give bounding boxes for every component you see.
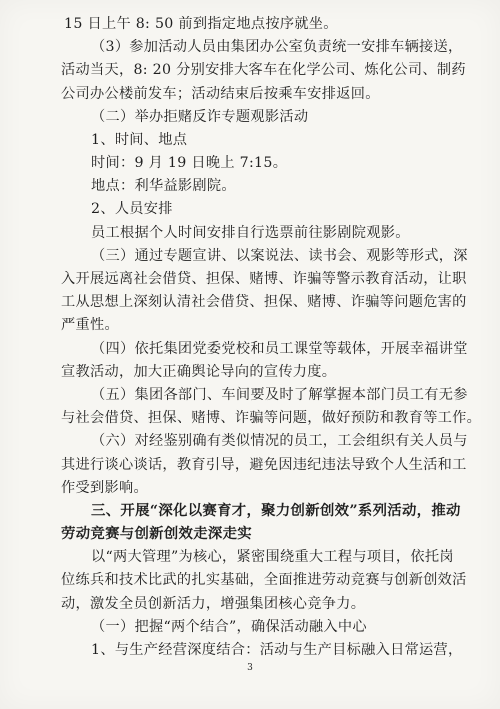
text-line: 活动当天，8: 20 分别安排大客车在化学公司、炼化公司、制药 bbox=[61, 62, 466, 78]
text-line: 其进行谈心谈话，教育引导，避免因违纪违法导致个人生活和工 bbox=[61, 457, 467, 473]
section-heading: 三、开展“深化以赛育才，聚力创新创效”系列活动，推动 bbox=[91, 502, 461, 519]
text-line: 员工根据个人时间安排自行选票前往影剧院观影。 bbox=[91, 225, 410, 241]
section-heading: （二）举办拒赌反诈专题观影活动 bbox=[91, 109, 309, 125]
text-line: 1、与生产经营深度结合：活动与生产目标融入日常运营， bbox=[91, 642, 463, 658]
text-line: 作受到影响。 bbox=[61, 480, 148, 496]
section-heading: （一）把握“两个结合”，确保活动融入中心 bbox=[91, 619, 367, 635]
text-line: 时间：9 月 19 日晚上 7:15。 bbox=[91, 155, 288, 171]
text-line: 工从思想上深刻认清社会借贷、担保、赌博、诈骗等问题危害的 bbox=[61, 294, 467, 310]
text-line: 地点：利华益影剧院。 bbox=[91, 178, 236, 194]
text-line: 1、时间、地点 bbox=[91, 132, 188, 148]
text-line: （三）通过专题宣讲、以案说法、读书会、观影等形式，深 bbox=[91, 248, 468, 264]
text-line: （四）依托集团党委党校和员工课堂等载体，开展幸福讲堂 bbox=[91, 341, 468, 357]
text-line: 动，激发全员创新活力，增强集团核心竞争力。 bbox=[61, 596, 366, 612]
text-line: 严重性。 bbox=[61, 317, 119, 333]
page-number: 3 bbox=[247, 663, 253, 673]
text-line: 入开展远离社会借贷、担保、赌博、诈骗等警示教育活动，让职 bbox=[61, 271, 467, 287]
text-line: 公司办公楼前发车；活动结束后按乘车安排返回。 bbox=[61, 86, 380, 102]
text-line: 位练兵和技术比武的扎实基础，全面推进劳动竞赛与创新创效活 bbox=[61, 572, 467, 588]
text-line: 以“两大管理”为核心，紧密围绕重大工程与项目，依托岗 bbox=[91, 549, 454, 565]
text-line: 15 日上午 8: 50 前到指定地点按序就坐。 bbox=[64, 16, 338, 32]
text-line: 2、人员安排 bbox=[91, 201, 173, 217]
text-line: （五）集团各部门、车间要及时了解掌握本部门员工有无参 bbox=[91, 387, 468, 403]
text-line: 劳动竞赛与创新创效走深走实 bbox=[61, 525, 252, 542]
text-line: 宣教活动，加大正确舆论导向的宣传力度。 bbox=[61, 364, 337, 380]
text-line: （3）参加活动人员由集团办公室负责统一安排车辆接送， bbox=[91, 39, 463, 55]
text-line: 与社会借贷、担保、赌博、诈骗等问题，做好预防和教育等工作。 bbox=[61, 410, 482, 426]
text-line: （六）对经鉴别确有类似情况的员工，工会组织有关人员与 bbox=[91, 433, 468, 449]
